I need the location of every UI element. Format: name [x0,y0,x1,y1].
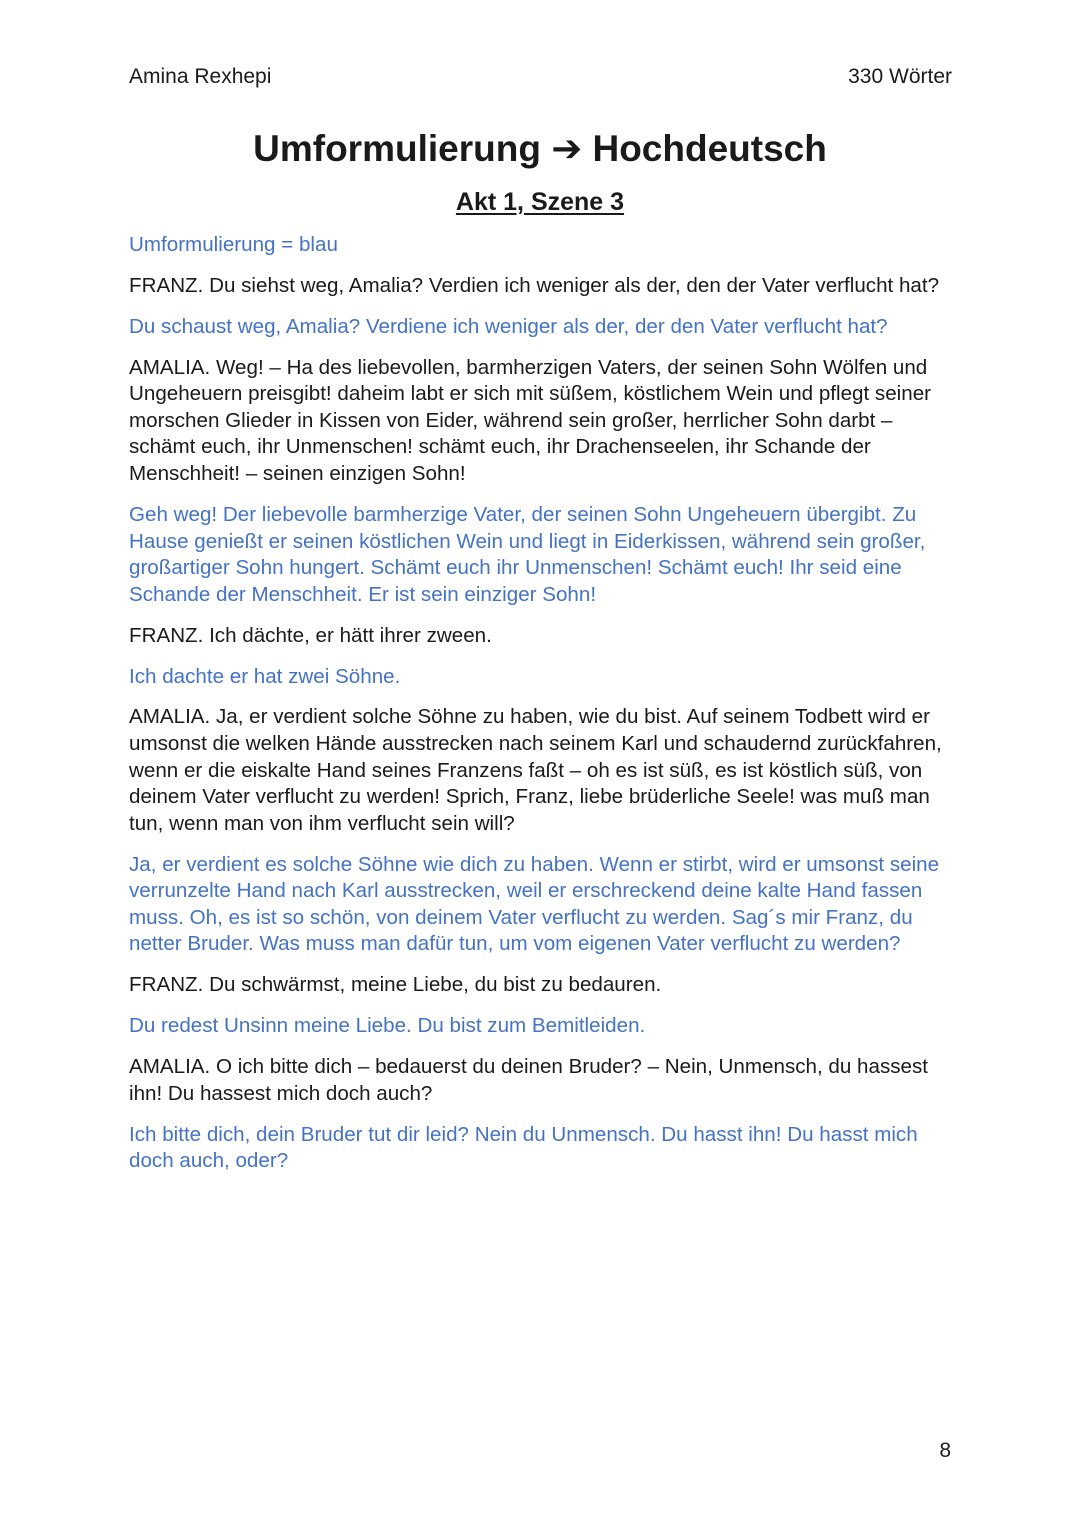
page-title: Umformulierung ➔ Hochdeutsch [253,128,827,169]
word-count: 330 Wörter [848,65,952,88]
rewrite-paragraph: Ja, er verdient es solche Söhne wie dich zu haben. Wenn er stirbt, wird er umsonst seine verrunzelte Hand nach Karl ausstrecken, weil er erschreckend deine kalte Hand fassen muss. Oh, es ist so schön, von deinem Vater verflucht zu werden. Sag´s mir Franz, du netter Bruder. Was muss man dafür tun, um vom eigenen Vater verflucht zu werden? [129,852,940,956]
original-paragraph: AMALIA. Weg! – Ha des liebevollen, barmherzigen Vaters, der seinen Sohn Wölfen und Ungeheuern preisgibt! daheim labt er sich mit süßem, köstlichem Wein und pflegt seiner morschen Glieder in Kissen von Eider, während sein großer, herrlicher Sohn darbt – schämt euch, ihr Unmenschen! schämt euch, ihr Drachenseelen, ihr Schande der Menschheit! – seinen einzigen Sohn! [129,355,932,486]
rewrite-paragraph: Du schaust weg, Amalia? Verdiene ich weniger als der, der den Vater verflucht hat? [129,314,888,338]
color-legend: Umformulierung = blau [129,233,338,256]
document-body [129,232,949,1189]
rewrite-paragraph: Ich dachte er hat zwei Söhne. [129,664,401,688]
author-name: Amina Rexhepi [129,65,272,88]
rewrite-paragraph: Ich bitte dich, dein Bruder tut dir leid? Nein du Unmensch. Du hasst ihn! Du hasst mich doch auch, oder? [129,1122,918,1173]
page-number: 8 [939,1439,951,1462]
original-paragraph: FRANZ. Du siehst weg, Amalia? Verdien ich weniger als der, den der Vater verflucht hat? [129,273,940,297]
original-paragraph: AMALIA. O ich bitte dich – bedauerst du deinen Bruder? – Nein, Unmensch, du hassest ihn! Du hassest mich doch auch? [129,1055,929,1105]
page-subtitle: Akt 1, Szene 3 [455,188,625,216]
original-paragraph: AMALIA. Ja, er verdient solche Söhne zu haben, wie du bist. Auf seinem Todbett wird er umsonst die welken Hände ausstrecken nach seinem Karl und schaudernd zurückfahren, wenn er die eiskalte Hand seines Franzens faßt – oh es ist süß, es ist köstlich süß, von deinem Vater verflucht zu werden! Sprich, Franz, liebe brüderliche Seele! was muß man tun, wenn man von ihm verflucht sein will? [129,705,942,835]
rewrite-paragraph: Du redest Unsinn meine Liebe. Du bist zum Bemitleiden. [129,1014,646,1038]
rewrite-paragraph: Geh weg! Der liebevolle barmherzige Vater, der seinen Sohn Ungeheuern übergibt. Zu Hause genießt er seinen köstlichen Wein und liegt in Eiderkissen, während sein großer, großartiger Sohn hungert. Schämt euch ihr Unmenschen! Schämt euch! Ihr seid eine Schande der Menschheit. Er ist sein einziger Sohn! [129,502,926,606]
original-paragraph: FRANZ. Du schwärmst, meine Liebe, du bist zu bedauren. [129,973,662,997]
original-paragraph: FRANZ. Ich dächte, er hätt ihrer zween. [129,623,492,647]
